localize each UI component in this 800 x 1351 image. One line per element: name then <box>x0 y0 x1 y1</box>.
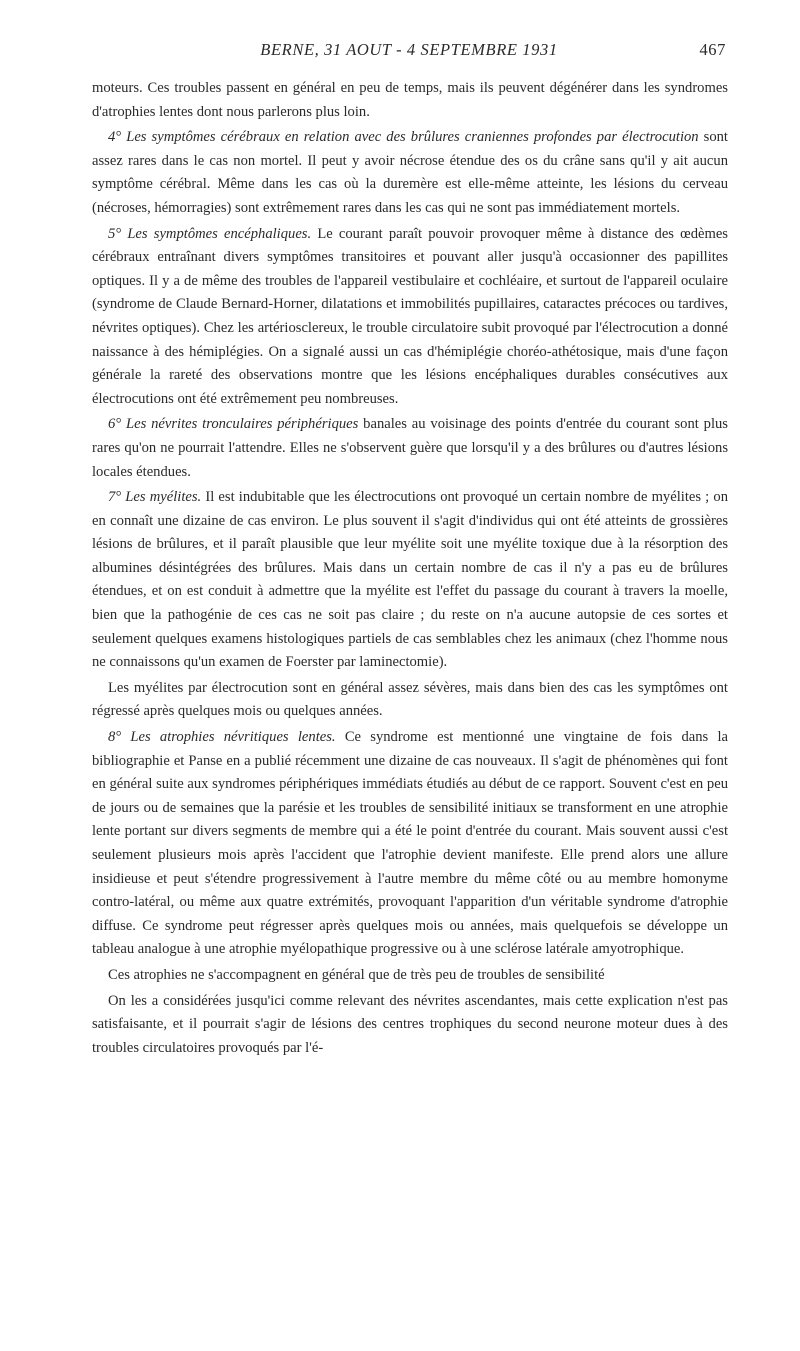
section-heading: 6° Les névrites tronculaires périphériques <box>108 416 359 433</box>
section-heading: 8° Les atrophies névritiques lentes. <box>108 729 336 746</box>
paragraph-1 <box>92 77 728 124</box>
section-heading: 7° Les myélites. <box>108 489 202 506</box>
paragraph-text: On les a considérées jusqu'ici comme relevant des névrites ascendantes, mais cette explication n'est pas satisfaisante, et il pourrait s'agir de lésions des centres trophiques du second neurone moteur dues à des troubles circulatoires provoqués par l'é- <box>92 992 728 1056</box>
paragraph-peripheral-neuritis <box>92 413 728 484</box>
paragraph-text: Il est indubitable que les électrocutions ont provoqué un certain nombre de myélites ; on en connaît une dizaine de cas environ. Le plus souvent il s'agit d'individus qui ont été atteints de grossières lésions de brûlures, et il paraît plausible que leur myélite soit une myélite toxique due à la résorption des albumines désintégrées des brûlures. Mais dans un certain nombre de cas il n'y a pas eu de brûlures étendues, et on est conduit à admettre que la myélite est l'effet du passage du courant à travers la moelle, bien que la pathogénie de ces cas ne soit pas claire ; du reste on n'a aucune autopsie de ces sortes et seulement quelques examens histologiques partiels de cas semblables chez les animaux (chez l'homme nous ne connaissons qu'un examen de Foerster par laminectomie). <box>92 489 728 671</box>
paragraph-text: sont assez rares dans le cas non mortel. Il peut y avoir nécrose étendue des os du crâne sans qu'il y ait aucun symptôme cérébral. Même dans les cas où la duremère est elle-même atteinte, les lésions du cerveau (nécroses, hémorragies) sont extrêmement rares dans les cas qui ne sont pas immédiatement mortels. <box>92 129 728 216</box>
paragraph-text: banales au voisinage des points d'entrée du courant sont plus rares qu'on ne pourrait l'attendre. Elles ne s'observent guère que lorsqu'il y a des brûlures ou d'autres lésions locales étendues. <box>92 416 728 480</box>
paragraph-text: Ces atrophies ne s'accompagnent en général que de très peu de troubles de sensibilité <box>108 966 605 983</box>
paragraph-encephalic-symptoms <box>92 223 728 412</box>
paragraph-myelitis <box>92 486 728 675</box>
running-header <box>92 40 726 64</box>
section-heading: 4° Les symptômes cérébraux en relation avec des brûlures craniennes profondes par électrocution <box>108 129 699 146</box>
paragraph-text: Ce syndrome est mentionné une vingtaine de fois dans la bibliographie et Panse en a publié récemment une dizaine de cas nouveaux. Il s'agit de phénomènes qui font en général suite aux syndromes périphériques immédiats étudiés au début de ce rapport. Souvent c'est en peu de jours ou de semaines que la parésie et les troubles de sensibilité initiaux se transforment en une atrophie lente portant sur divers segments de membre qui a été le point d'entrée du courant. Mais souvent aussi c'est seulement plusieurs mois après l'accident que l'atrophie devient manifeste. Elle prend alors une allure insidieuse et peut s'étendre progressivement à l'autre membre du même côté ou au membre homonyme contro-latéral, ou même aux quatre extrémités, provoquant l'apparition d'un véritable syndrome d'atrophie diffuse. Ce syndrome peut régresser après quelques mois ou années, mais quelquefois se développe un tableau analogue à une atrophie myélopathique progressive ou à une sclérose latérale amyotrophique. <box>92 729 729 958</box>
paragraph-text: Les myélites par électrocution sont en général assez sévères, mais dans bien des cas les symptômes ont régressé après quelques mois ou quelques années. <box>92 679 728 720</box>
paragraph-text: moteurs. Ces troubles passent en général en peu de temps, mais ils peuvent dégénérer dans les syndromes d'atrophies lentes dont nous parlerons plus loin. <box>92 80 728 120</box>
paragraph-cerebral-symptoms <box>92 126 728 220</box>
paragraph-myelitis-severity <box>92 677 728 724</box>
paragraph-neuritic-atrophies <box>92 726 728 962</box>
paragraph-explanation <box>92 990 728 1061</box>
running-title: BERNE, 31 AOUT - 4 SEPTEMBRE 1931 <box>260 40 558 59</box>
page-number: 467 <box>699 40 726 59</box>
section-heading: 5° Les symptômes encéphaliques. <box>108 225 312 242</box>
body-text <box>92 77 728 1060</box>
paragraph-text: Le courant paraît pouvoir provoquer même à distance des œdèmes cérébraux entraînant divers symptômes transitoires et pouvant aller jusqu'à occasionner des papillites optiques. Il y a de même des troubles de l'appareil vestibulaire et cochléaire, et surtout de l'appareil oculaire (syndrome de Claude Bernard-Horner, dilatations et immobilités pupillaires, cataractes précoces ou tardives, névrites optiques). Chez les artériosclereux, le trouble circulatoire subit provoqué par l'électrocution a donné naissance à des hémiplégies. On a signalé aussi un cas d'hémiplégie choréo-athétosique, mais d'une façon générale la rareté des observations montre que les lésions encéphaliques durables consécutives aux électrocutions ont été extrêmement peu nombreuses. <box>92 225 728 407</box>
paragraph-sensibility <box>92 964 728 988</box>
